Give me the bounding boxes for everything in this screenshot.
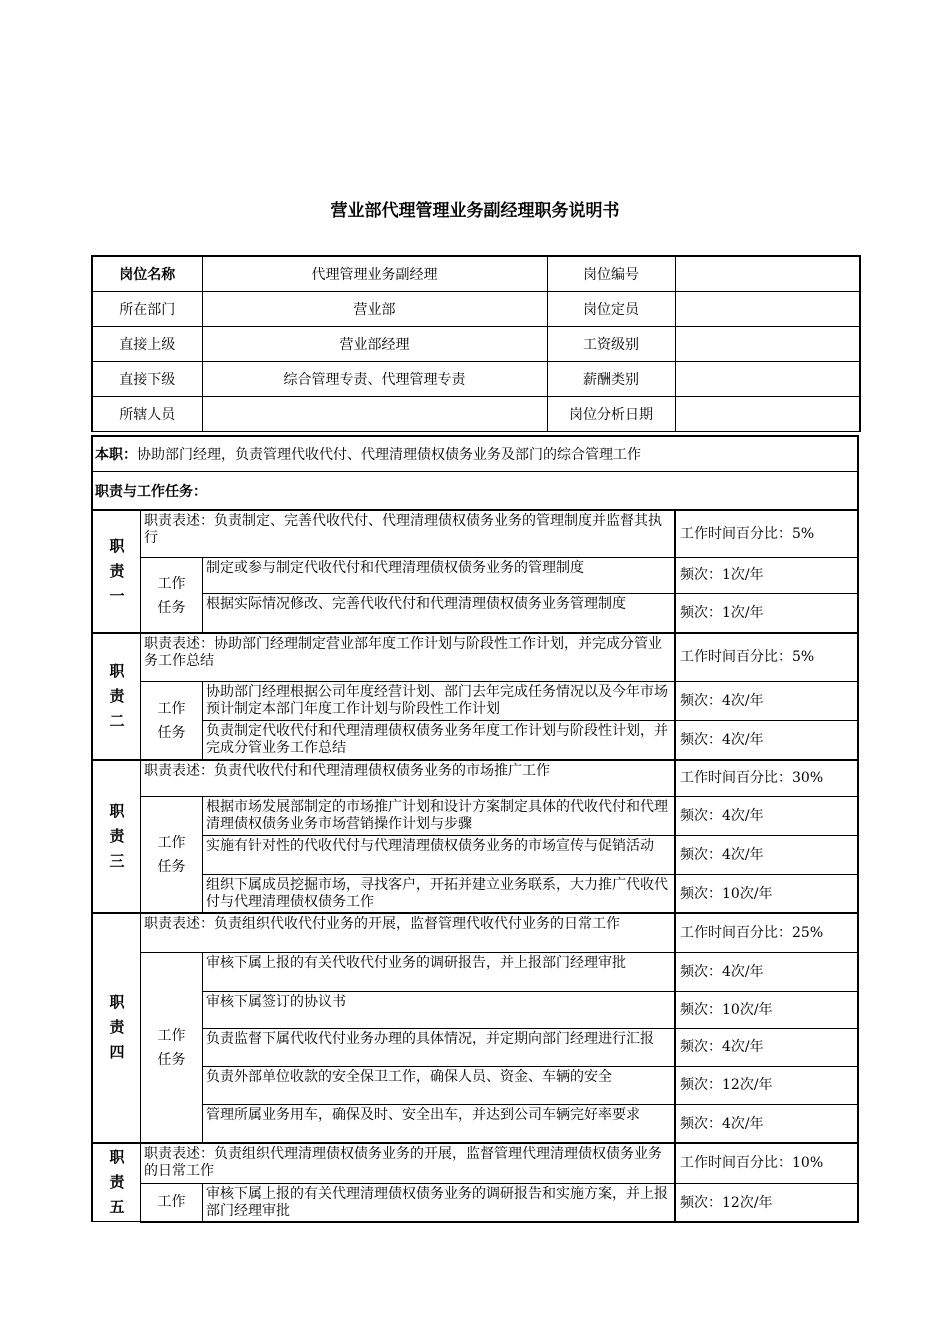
info-value: 综合管理专责、代理管理专责 (202, 362, 547, 397)
info-row (92, 397, 860, 432)
info-value (202, 397, 547, 432)
info-key: 岗位编号 (547, 256, 675, 292)
info-value (675, 256, 860, 292)
duty-label: 职 责 四 (109, 993, 125, 1061)
task-label: 工作 (140, 1183, 203, 1223)
duty-description: 职责表述：负责代收代付和代理清理债权债务业务的市场推广工作 (140, 760, 675, 797)
task-frequency: 频次：12次/年 (675, 1183, 859, 1223)
info-row (92, 292, 860, 327)
task-frequency: 频次：10次/年 (675, 874, 859, 914)
task-text: 负责制定代收代付和代理清理债权债务业务年度工作计划与阶段性计划，并完成分管业务工作总结 (202, 720, 675, 761)
info-key: 所辖人员 (92, 397, 202, 432)
info-value (675, 327, 860, 362)
info-row (92, 362, 860, 397)
info-value: 营业部 (202, 292, 547, 327)
task-text: 审核下属上报的有关代收代付业务的调研报告，并上报部门经理审批 (202, 952, 675, 992)
time-percentage: 工作时间百分比：10% (675, 1143, 859, 1184)
task-text: 组织下属成员挖掘市场，寻找客户，开拓并建立业务联系，大力推广代收代付与代理清理债权债务工作 (202, 874, 675, 914)
task-frequency: 频次：10次/年 (675, 991, 859, 1029)
main-duty-text: 协助部门经理，负责管理代收代付、代理清理债权债务业务及部门的综合管理工作 (137, 447, 641, 463)
info-key: 所在部门 (92, 292, 202, 327)
info-key: 直接上级 (92, 327, 202, 362)
main-duty-label: 本职： (95, 447, 137, 463)
task-frequency: 频次：4次/年 (675, 1028, 859, 1067)
task-frequency: 频次：4次/年 (675, 720, 859, 761)
info-row (92, 256, 860, 292)
page-title: 营业部代理管理业务副经理职务说明书 (330, 201, 620, 221)
duty-description: 职责表述：负责组织代收代付业务的开展，监督管理代收代付业务的日常工作 (140, 913, 675, 953)
time-percentage: 工作时间百分比：30% (675, 760, 859, 797)
info-value (675, 362, 860, 397)
info-key: 工资级别 (547, 327, 675, 362)
duty-description: 职责表述：负责制定、完善代收代付、代理清理债权债务业务的管理制度并监督其执行 (140, 510, 675, 558)
duty-description: 职责表述：负责组织代理清理债权债务业务的开展，监督管理代理清理债权债务业务的日常工作 (140, 1143, 675, 1184)
task-text: 实施有针对性的代收代付与代理清理债权债务业务的市场宣传与促销活动 (202, 835, 675, 875)
info-key: 岗位分析日期 (547, 397, 675, 432)
task-text: 负责监督下属代收代付业务办理的具体情况，并定期向部门经理进行汇报 (202, 1028, 675, 1067)
time-percentage: 工作时间百分比：5% (675, 633, 859, 682)
task-text: 审核下属上报的有关代理清理债权债务业务的调研报告和实施方案，并上报部门经理审批 (202, 1183, 675, 1223)
task-text: 协助部门经理根据公司年度经营计划、部门去年完成任务情况以及今年市场预计制定本部门年度工作计划与阶段性工作计划 (202, 681, 675, 721)
info-value: 营业部经理 (202, 327, 547, 362)
info-key: 薪酬类别 (547, 362, 675, 397)
task-label: 工作 任务 (140, 796, 203, 914)
time-percentage: 工作时间百分比：5% (675, 510, 859, 558)
task-label: 工作 任务 (140, 952, 203, 1144)
task-frequency: 频次：1次/年 (675, 557, 859, 594)
info-key: 岗位名称 (92, 256, 202, 292)
task-label: 工作 任务 (140, 557, 203, 634)
position-info-table (91, 255, 861, 432)
duty-label: 职 责 二 (109, 661, 125, 730)
task-frequency: 频次：1次/年 (675, 593, 859, 634)
task-text: 负责外部单位收款的安全保卫工作，确保人员、资金、车辆的安全 (202, 1066, 675, 1105)
task-label: 工作 任务 (140, 681, 203, 761)
time-percentage: 工作时间百分比：25% (675, 913, 859, 953)
info-value (675, 292, 860, 327)
duties-header: 职责与工作任务： (95, 483, 207, 500)
duty-label: 职 责 一 (109, 536, 125, 605)
duties-header-row (91, 472, 859, 510)
info-key: 直接下级 (92, 362, 202, 397)
task-text: 根据市场发展部制定的市场推广计划和设计方案制定具体的代收代付和代理清理债权债务业务市场营销操作计划与步骤 (202, 796, 675, 836)
task-frequency: 频次：4次/年 (675, 1104, 859, 1144)
duty-label: 职 责 三 (109, 801, 125, 870)
task-frequency: 频次：4次/年 (675, 952, 859, 992)
duty-label: 职 责 五 (109, 1147, 125, 1216)
task-text: 管理所属业务用车，确保及时、安全出车，并达到公司车辆完好率要求 (202, 1104, 675, 1144)
task-text: 审核下属签订的协议书 (202, 991, 675, 1029)
main-duty-row (91, 435, 859, 472)
task-frequency: 频次：4次/年 (675, 835, 859, 875)
task-frequency: 频次：12次/年 (675, 1066, 859, 1105)
task-frequency: 频次：4次/年 (675, 796, 859, 836)
task-frequency: 频次：4次/年 (675, 681, 859, 721)
task-text: 制定或参与制定代收代付和代理清理债权债务业务的管理制度 (202, 557, 675, 594)
info-row (92, 327, 860, 362)
duty-description: 职责表述：协助部门经理制定营业部年度工作计划与阶段性工作计划，并完成分管业务工作总结 (140, 633, 675, 682)
info-value: 代理管理业务副经理 (202, 256, 547, 292)
info-key: 岗位定员 (547, 292, 675, 327)
task-text: 根据实际情况修改、完善代收代付和代理清理债权债务业务管理制度 (202, 593, 675, 634)
info-value (675, 397, 860, 432)
